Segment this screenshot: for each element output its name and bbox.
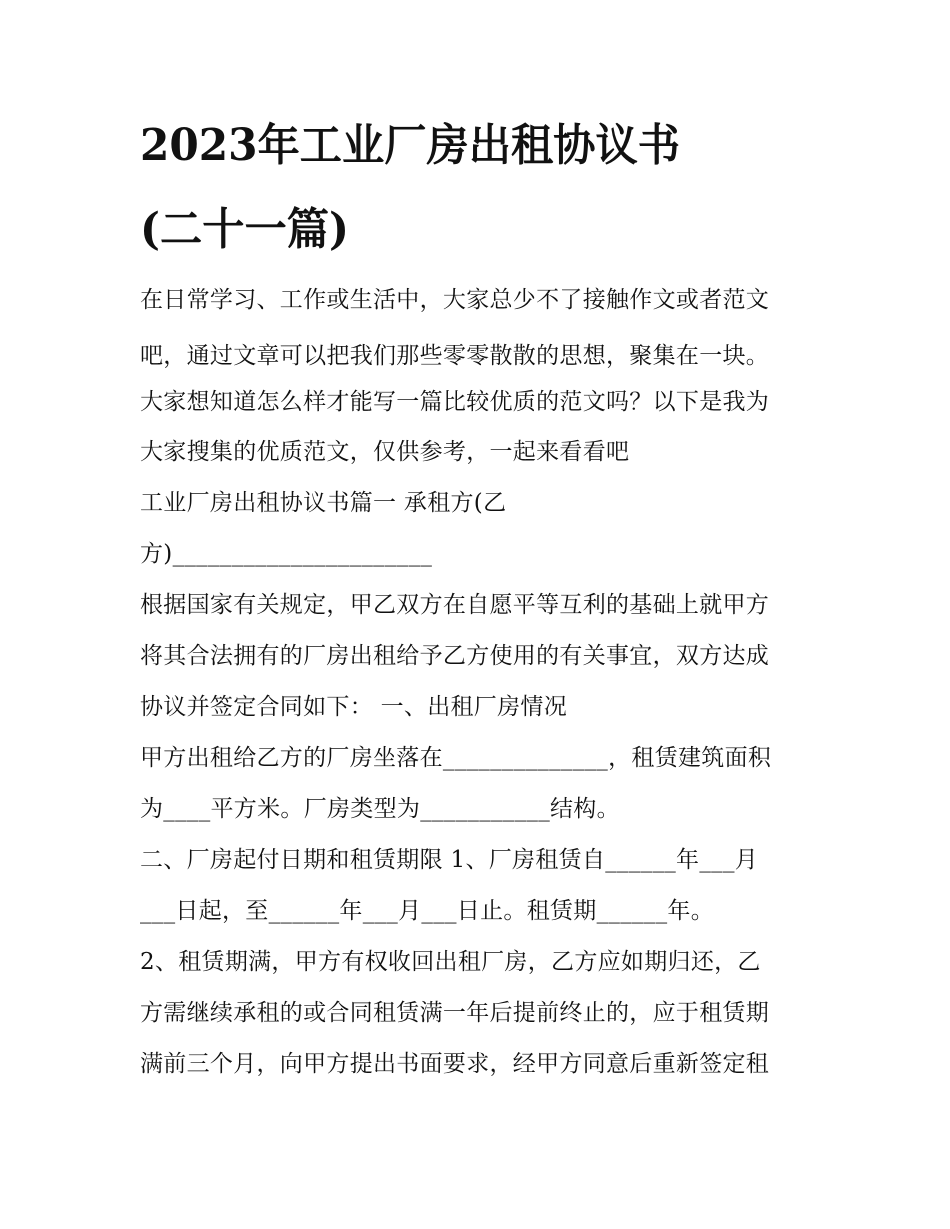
body-line: 吧，通过文章可以把我们那些零零散散的思想，聚集在一块。 [140,343,770,369]
body-line: 甲方出租给乙方的厂房坐落在______________，租赁建筑面积 [140,745,772,771]
body-line: 二、厂房起付日期和租赁期限 1、厂房租赁自______年___月 [140,847,759,873]
body-line: 在日常学习、工作或生活中，大家总少不了接触作文或者范文 [140,287,770,313]
body-line: 根据国家有关规定，甲乙双方在自愿平等互利的基础上就甲方 [140,592,770,618]
body-line: 将其合法拥有的厂房出租给予乙方使用的有关事宜，双方达成 [140,643,770,669]
body-line: 方需继续承租的或合同租赁满一年后提前终止的，应于租赁期 [140,1000,770,1026]
document-title-line-1: 2023年工业厂房出租协议书 [140,120,680,171]
body-line: 协议并签定合同如下： 一、出租厂房情况 [140,694,568,720]
body-line: 满前三个月，向甲方提出书面要求，经甲方同意后重新签定租 [140,1051,770,1077]
body-line: 大家搜集的优质范文，仅供参考，一起来看看吧 [140,439,630,465]
document-title-line-2: (二十一篇) [140,204,349,255]
section-heading-line: 工业厂房出租协议书篇一 承租方(乙 [140,490,507,516]
body-line: ___日起，至______年___月___日止。租赁期______年。 [140,898,714,924]
body-line: 为____平方米。厂房类型为___________结构。 [140,796,620,822]
body-line: 方)______________________ [140,541,433,567]
body-line: 大家想知道怎么样才能写一篇比较优质的范文吗？以下是我为 [140,389,770,415]
body-line: 2、租赁期满，甲方有权收回出租厂房，乙方应如期归还，乙 [140,949,761,975]
